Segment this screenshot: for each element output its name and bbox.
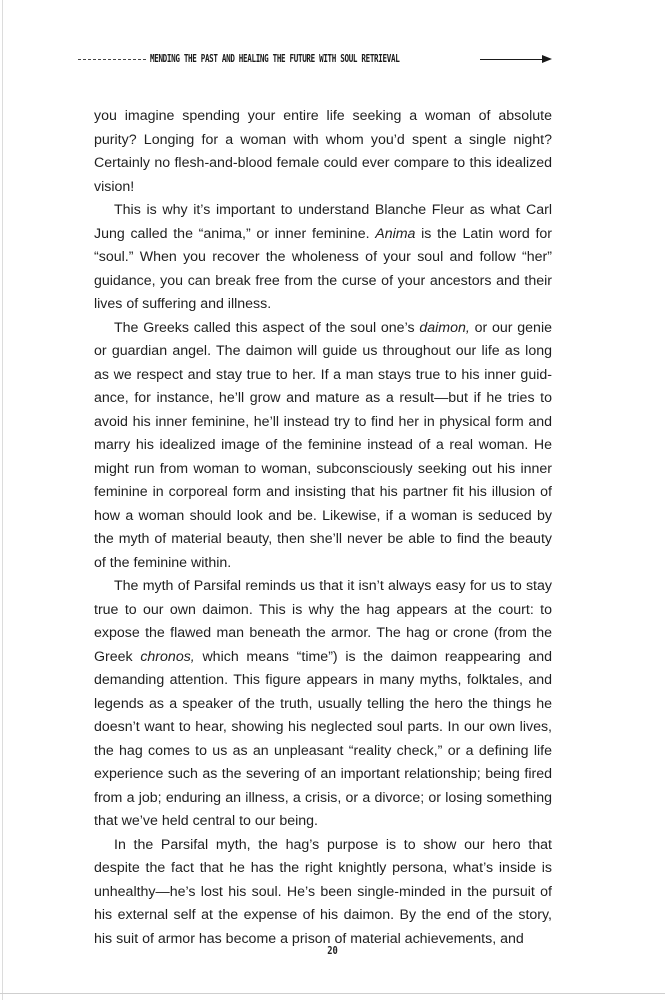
running-head-rule bbox=[480, 59, 544, 60]
paragraph bbox=[94, 575, 552, 834]
paragraph bbox=[94, 834, 552, 952]
paragraph-text: The myth of Parsifal reminds us that it isn’t always easy for us to stay true to our own daimon. This is why the hag appears at the court: to expose the flawed man beneath the armor. The hag or crone (from the Greek bbox=[94, 578, 552, 665]
italic-term: chronos, bbox=[140, 648, 195, 665]
page-edge-bottom bbox=[0, 993, 665, 994]
paragraph bbox=[94, 105, 552, 199]
running-head-dashed-rule bbox=[78, 59, 146, 60]
page-edge-left bbox=[2, 0, 3, 1000]
paragraph-text: This is why it’s important to understand Blanche Fleur as what Carl Jung called the “anima,” or inner feminine. bbox=[94, 202, 552, 242]
page-number: 20 bbox=[327, 944, 338, 957]
paragraph-text: In the Parsifal myth, the hag’s purpose is to show our hero that despite the fact that he has the right knightly persona, what’s inside is unhealthy—he’s lost his soul. He’s been single-minded in the pursuit of his external self at the expense of his daimon. By the end of the story, his suit of armor has become a prison of material achievements, and bbox=[94, 836, 552, 947]
paragraph bbox=[94, 199, 552, 317]
paragraph-text: or our genie or guardian angel. The daimon will guide us throughout our life as long as we respect and stay true to her. If a man stays true to his inner guidance, for instance, he’ll grow and mature as a result—but if he tries to avoid his inner feminine, he’ll instead try to find her in physical form and marry his idealized image of the feminine instead of a real woman. He might run from woman to woman, subconsciously seeking out his inner feminine in corporeal form and insisting that his partner fit his illusion of how a woman should look and be. Likewise, if a woman is seduced by the myth of material beauty, then she’ll never be able to find the beauty of the feminine within. bbox=[94, 319, 552, 571]
paragraph bbox=[94, 317, 552, 576]
running-head bbox=[78, 51, 558, 67]
italic-term: daimon, bbox=[419, 319, 470, 336]
running-head-title: MENDING THE PAST AND HEALING THE FUTURE WITH SOUL RETRIEVAL bbox=[150, 53, 400, 65]
arrow-right-icon bbox=[542, 55, 552, 63]
paragraph-text: is the Latin word for “soul.” When you recover the wholeness of your soul and follow “her” guidance, you can break free from the curse of your ancestors and their lives of suffering and illness. bbox=[94, 225, 552, 312]
paragraph-text: The Greeks called this aspect of the soul one’s bbox=[114, 319, 420, 336]
italic-term: Anima bbox=[375, 225, 416, 242]
paragraph-text: you imagine spending your entire life seeking a woman of absolute purity? Longing for a woman with whom you’d spent a single night? Certainly no flesh-and-blood female could ever compare to this idealized vision! bbox=[94, 108, 552, 195]
body-text bbox=[94, 105, 552, 951]
paragraph-text: which means “time”) is the daimon reappearing and demanding attention. This figure appears in many myths, folktales, and legends as a speaker of the truth, usually telling the hero the things he doesn’t want to hear, showing his neglected soul parts. In our own lives, the hag comes to us as an unpleasant “reality check,” or a defining life experience such as the severing of an important relationship; being fired from a job; enduring an illness, a crisis, or a divorce; or losing something that we’ve held central to our being. bbox=[94, 648, 552, 829]
